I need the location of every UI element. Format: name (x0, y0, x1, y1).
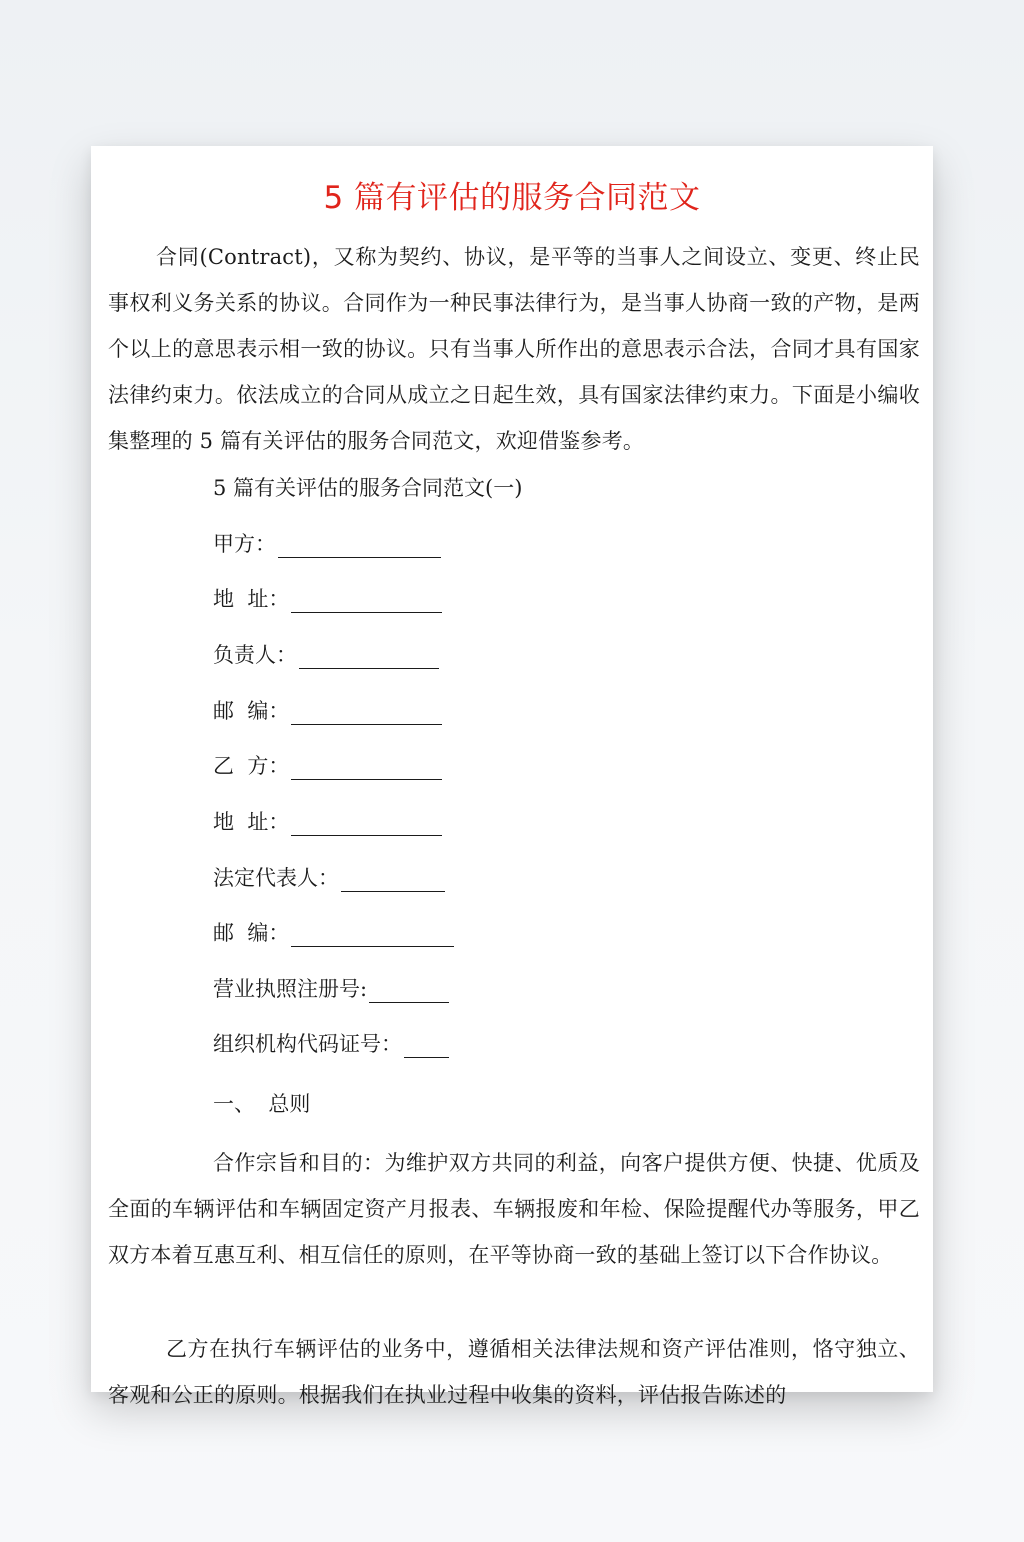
blank-line (291, 926, 454, 947)
field-organization-code (213, 1028, 449, 1058)
blank-line (291, 815, 442, 836)
blank-line (369, 982, 449, 1003)
blank-line (341, 871, 445, 892)
field-label: 法定代表人： (213, 866, 339, 890)
field-address-b (213, 806, 442, 836)
chapter-heading: 一、 总则 (213, 1092, 311, 1116)
blank-line (278, 537, 441, 558)
field-postcode-a (213, 695, 442, 725)
field-party-a (213, 528, 441, 558)
field-label: 邮 编： (213, 921, 290, 945)
field-legal-representative (213, 862, 445, 892)
field-business-license (213, 973, 449, 1003)
intro-paragraph: 合同(Contract)，又称为契约、协议，是平等的当事人之间设立、变更、终止民事权利义务关系的协议。合同作为一种民事法律行为，是当事人协商一致的产物，是两个以上的意思表示相一致的协议。只有当事人所作出的意思表示合法，合同才具有国家法律约束力。依法成立的合同从成立之日起生效，具有国家法律约束力。下面是小编收集整理的 5 篇有关评估的服务合同范文，欢迎借鉴参考。 (108, 245, 920, 453)
field-label: 组织机构代码证号： (213, 1032, 402, 1056)
field-label: 邮 编： (213, 699, 290, 723)
purpose-paragraph: 合作宗旨和目的：为维护双方共同的利益，向客户提供方便、快捷、优质及全面的车辆评估和车辆固定资产月报表、车辆报废和年检、保险提醒代办等服务，甲乙双方本着互惠互利、相互信任的原则，在平等协商一致的基础上签订以下合作协议。 (108, 1151, 920, 1267)
document-page (91, 146, 933, 1407)
field-party-b (213, 750, 442, 780)
blank-line (291, 759, 442, 780)
field-postcode-b (213, 917, 454, 947)
field-person-in-charge (213, 639, 439, 669)
field-label: 地 址： (213, 587, 290, 611)
section-heading: 5 篇有关评估的服务合同范文(一) (213, 476, 523, 500)
field-label: 地 址： (213, 810, 290, 834)
party-b-paragraph: 乙方在执行车辆评估的业务中，遵循相关法律法规和资产评估准则，恪守独立、客观和公正的原则。根据我们在执业过程中收集的资料，评估报告陈述的 (108, 1337, 920, 1407)
blank-line (291, 592, 442, 613)
blank-line (299, 648, 439, 669)
field-label: 营业执照注册号: (213, 977, 368, 1001)
field-label: 乙 方： (213, 754, 290, 778)
field-address-a (213, 583, 442, 613)
blank-line (291, 704, 442, 725)
document-title: 5 篇有评估的服务合同范文 (323, 180, 701, 216)
field-label: 甲方： (213, 532, 276, 556)
field-label: 负责人： (213, 643, 297, 667)
blank-line (404, 1037, 449, 1058)
